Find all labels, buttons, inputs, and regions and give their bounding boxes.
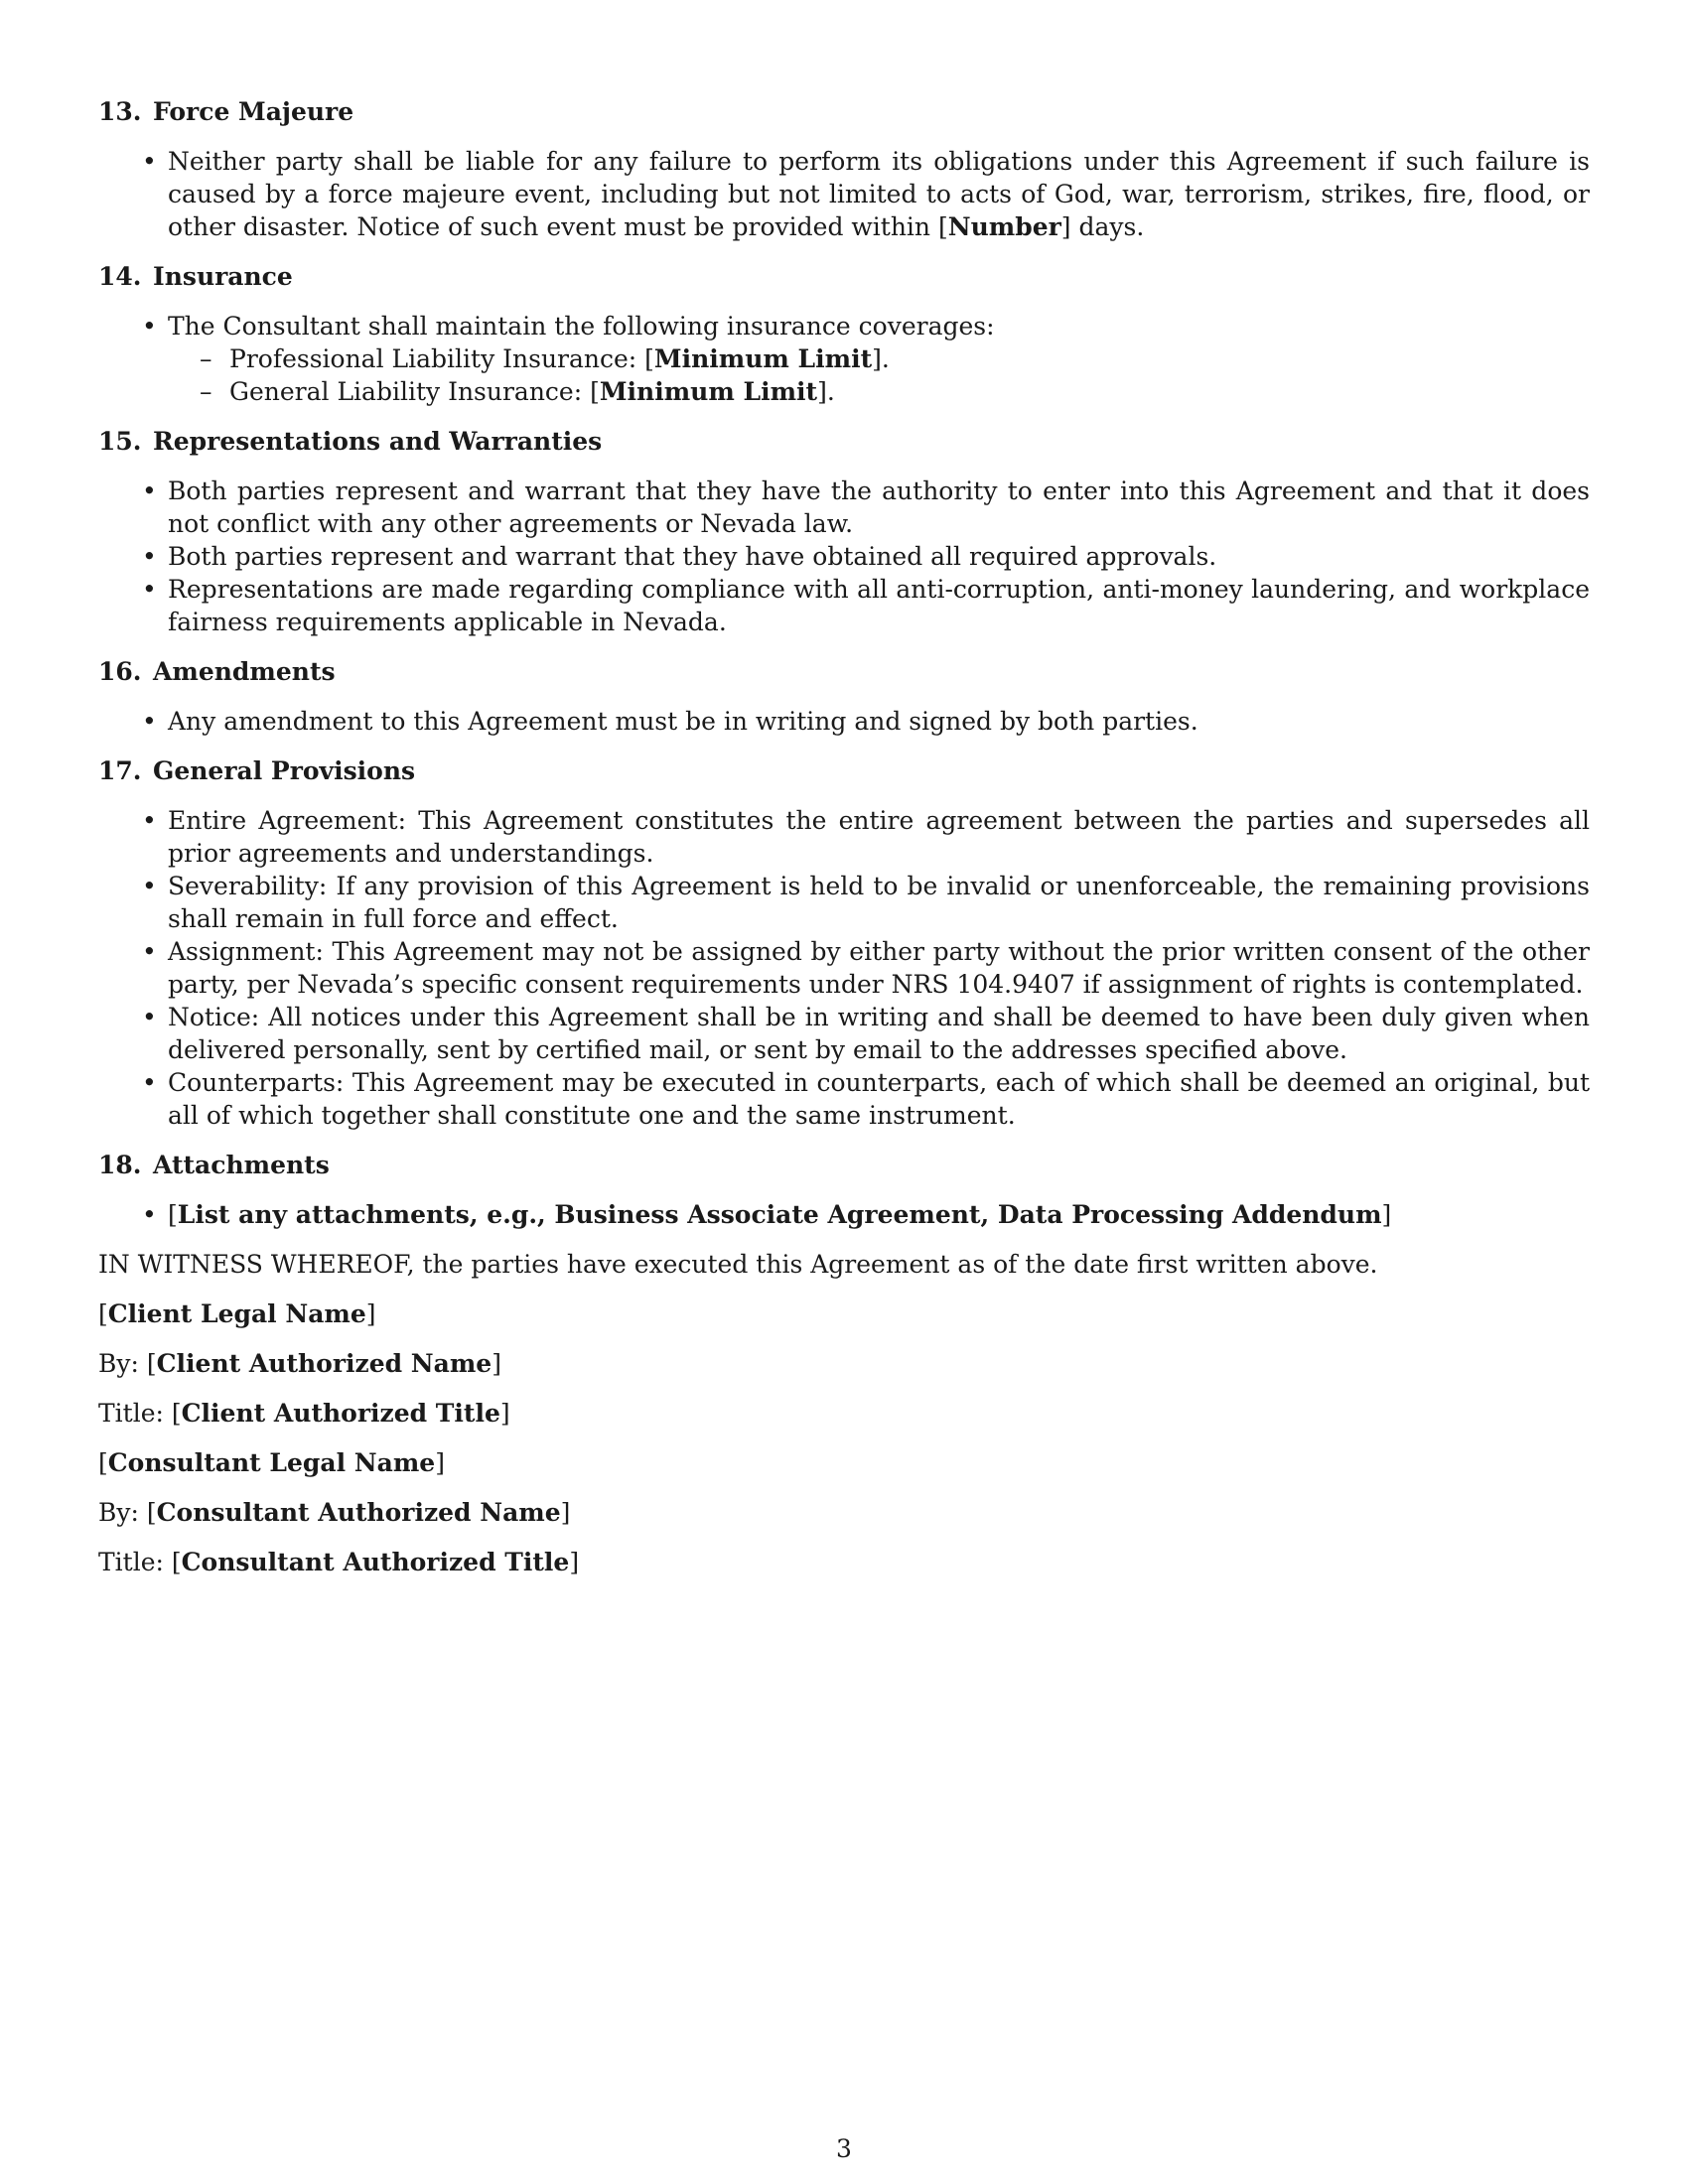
section-insurance [98,260,1590,408]
bracket: ] [499,1399,510,1428]
text: ] days. [1060,212,1145,241]
consultant-legal-name-line [98,1446,1590,1479]
bullet-icon: • [142,477,157,505]
bullet-list [98,705,1590,738]
placeholder-minimum-limit: Minimum Limit [653,344,873,373]
sub-list-item [200,342,1590,375]
text: Severability: If any provision of this Agreement is held to be invalid or unenforceable, the remaining provisions shall remain in full force and effect. [168,872,1590,933]
list-item [142,310,1590,408]
witness-statement: IN WITNESS WHEREOF, the parties have executed this Agreement as of the date first written above. [98,1250,1378,1279]
text: Neither party shall be liable for any failure to perform its obligations under this Agreement if such failure is caused by a force majeure event, including but not limited to acts of God, war, terrorism, strikes, fire, flood, or other disaster. Notice of such event must be provided within [ [168,147,1590,241]
bullet-icon: • [142,707,157,736]
text: Entire Agreement: This Agreement constitutes the entire agreement between the parties and supersedes all prior agreements and understandings. [168,806,1590,868]
list-item [142,804,1590,870]
section-number: 16. [98,657,142,686]
placeholder-client-legal-name: Client Legal Name [107,1299,366,1328]
section-title: General Provisions [153,756,416,785]
section-number: 13. [98,97,142,126]
list-item [142,1066,1590,1132]
text: Representations are made regarding compliance with all anti-corruption, anti-money laundering, and workplace fairness requirements applicable in Nevada. [168,575,1590,636]
section-heading [98,1149,1590,1181]
title-label: Title: [98,1399,164,1428]
bracket: [ [98,1448,108,1477]
bracket: [ [171,1399,182,1428]
bullet-icon: • [142,542,157,571]
bullet-icon: • [142,312,157,341]
placeholder-minimum-limit: Minimum Limit [599,377,818,406]
section-number: 15. [98,427,142,456]
sub-list [168,342,1590,408]
section-attachments [98,1149,1590,1231]
section-title: Amendments [153,657,336,686]
title-label: Title: [98,1548,164,1576]
text: Both parties represent and warrant that they have the authority to enter into this Agreement and that it does not conflict with any other agreements or Nevada law. [168,477,1590,538]
placeholder-number: Number [947,212,1061,241]
section-number: 18. [98,1151,142,1179]
section-number: 17. [98,756,142,785]
bullet-list [98,145,1590,243]
text: ] [1381,1200,1392,1229]
placeholder-consultant-authorized-name: Consultant Authorized Name [156,1498,561,1527]
placeholder-client-authorized-title: Client Authorized Title [181,1399,500,1428]
text: Both parties represent and warrant that they have obtained all required approvals. [168,542,1217,571]
section-heading [98,655,1590,688]
document-page [98,95,1590,1595]
list-item [142,935,1590,1001]
placeholder-client-authorized-name: Client Authorized Name [156,1349,492,1378]
text: General Liability Insurance: [ [229,377,600,406]
list-item [142,540,1590,573]
section-heading [98,425,1590,458]
placeholder-attachments: List any attachments, e.g., Business Associate Agreement, Data Processing Addendum [177,1200,1382,1229]
text: Professional Liability Insurance: [ [229,344,654,373]
bracket: [ [146,1498,157,1527]
bullet-icon: • [142,575,157,604]
page-number: 3 [836,2134,852,2163]
client-title-line [98,1397,1590,1430]
bracket: ] [435,1448,445,1477]
bullet-icon: • [142,1068,157,1097]
list-item [142,573,1590,638]
section-heading [98,95,1590,128]
section-general-provisions [98,754,1590,1132]
sub-list-item [200,375,1590,408]
bullet-icon: • [142,1200,157,1229]
text: Notice: All notices under this Agreement shall be in writing and shall be deemed to have been duly given when delivered personally, sent by certified mail, or sent by email to the addresses specified above. [168,1003,1590,1064]
section-force-majeure [98,95,1590,243]
bullet-icon: • [142,806,157,835]
client-by-line [98,1347,1590,1380]
section-title: Force Majeure [153,97,354,126]
bracket: [ [171,1548,182,1576]
bullet-icon: • [142,937,157,966]
bullet-list [98,310,1590,408]
consultant-by-line [98,1496,1590,1529]
list-item [142,145,1590,243]
bracket: ] [365,1299,376,1328]
text: Counterparts: This Agreement may be executed in counterparts, each of which shall be deemed an original, but all of which together shall constitute one and the same instrument. [168,1068,1590,1130]
list-item [142,870,1590,935]
section-amendments [98,655,1590,738]
bracket: [ [98,1299,108,1328]
section-title: Insurance [153,262,293,291]
section-heading [98,754,1590,787]
list-item [142,705,1590,738]
bracket: [ [146,1349,157,1378]
text: The Consultant shall maintain the following insurance coverages: [168,312,995,341]
bullet-icon: • [142,872,157,900]
section-heading [98,260,1590,293]
text: [ [168,1200,178,1229]
text: Any amendment to this Agreement must be in writing and signed by both parties. [168,707,1198,736]
client-legal-name-line [98,1297,1590,1330]
bullet-list [98,1198,1590,1231]
bracket: ] [492,1349,501,1378]
by-label: By: [98,1349,139,1378]
text: Assignment: This Agreement may not be assigned by either party without the prior written consent of the other party, per Nevada’s specific consent requirements under NRS 104.9407 if assignment of rights is contemplated. [168,937,1590,999]
bullet-list [98,475,1590,638]
section-title: Attachments [153,1151,330,1179]
dash-icon: – [200,377,212,406]
list-item [142,1001,1590,1066]
section-representations [98,425,1590,638]
text: ]. [872,344,890,373]
list-item [142,1198,1590,1231]
dash-icon: – [200,344,212,373]
bracket: ] [569,1548,580,1576]
bullet-list [98,804,1590,1132]
section-title: Representations and Warranties [153,427,603,456]
bracket: ] [560,1498,571,1527]
placeholder-consultant-authorized-title: Consultant Authorized Title [181,1548,570,1576]
list-item [142,475,1590,540]
bullet-icon: • [142,147,157,176]
consultant-title-line [98,1546,1590,1578]
text: ]. [817,377,835,406]
placeholder-consultant-legal-name: Consultant Legal Name [107,1448,436,1477]
section-number: 14. [98,262,142,291]
bullet-icon: • [142,1003,157,1031]
by-label: By: [98,1498,139,1527]
